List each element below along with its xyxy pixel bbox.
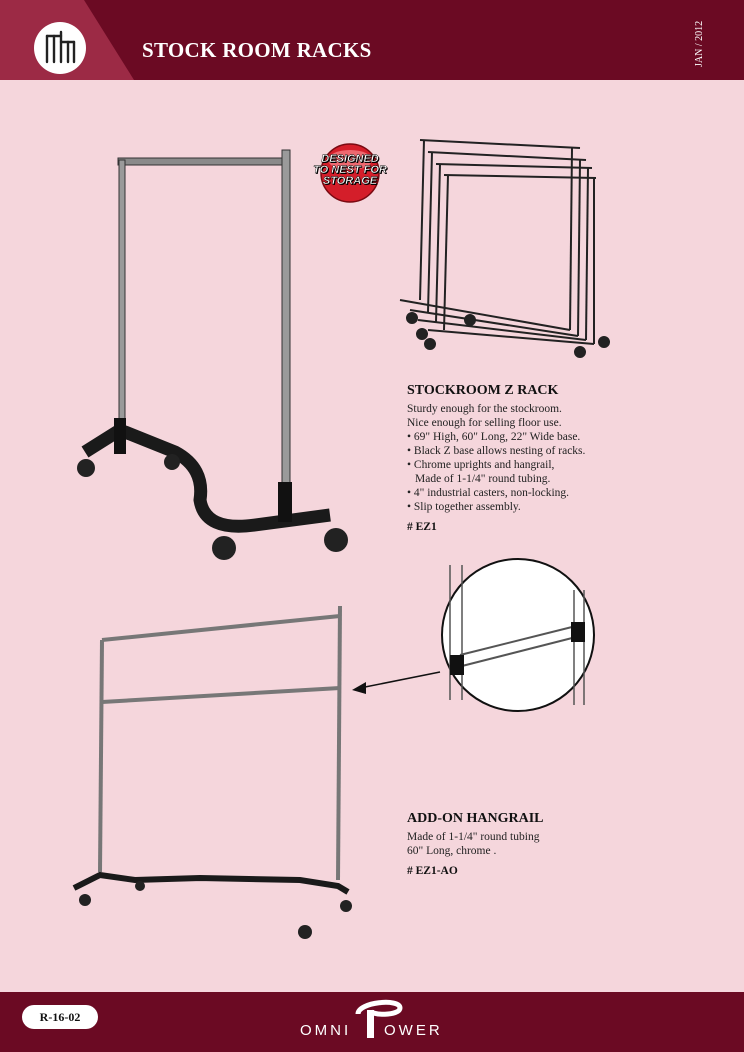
product-ez1-line: • Chrome uprights and hangrail, xyxy=(407,459,555,471)
hangrail-detail-callout xyxy=(352,559,594,711)
badge-line-1: DESIGNED xyxy=(321,153,379,165)
product-ez1-line: Sturdy enough for the stockroom. xyxy=(407,403,562,415)
product-ez1-description xyxy=(407,384,727,534)
product-ez1-line: • 69" High, 60" Long, 22" Wide base. xyxy=(407,431,581,443)
issue-date: JAN / 2012 xyxy=(694,20,705,68)
product-ez1ao-line: 60" Long, chrome . xyxy=(407,845,497,857)
badge-line-3: STORAGE xyxy=(322,175,378,187)
page-code-badge: R-16-02 xyxy=(22,1005,98,1029)
product-ez1-line: Made of 1-1/4" round tubing. xyxy=(415,473,551,485)
brand-name-left: OMNI xyxy=(300,1022,352,1039)
product-ez1-line: • Black Z base allows nesting of racks. xyxy=(407,445,586,457)
nest-storage-badge xyxy=(310,140,390,206)
z-rack-image xyxy=(77,150,348,560)
product-ez1ao-description xyxy=(407,812,707,878)
hangrail-rack-image xyxy=(74,606,352,939)
product-ez1ao-code: # EZ1-AO xyxy=(407,865,458,877)
brand-name-right: OWER xyxy=(384,1022,443,1039)
product-ez1-line: • Slip together assembly. xyxy=(407,501,521,513)
omni-power-logo xyxy=(300,996,450,1046)
product-ez1ao-line: Made of 1-1/4" round tubing xyxy=(407,831,540,843)
product-ez1-line: Nice enough for selling floor use. xyxy=(407,417,562,429)
product-ez1-line: • 4" industrial casters, non-locking. xyxy=(407,487,570,499)
nested-racks-image xyxy=(400,140,609,357)
product-ez1-title: STOCKROOM Z RACK xyxy=(407,383,559,398)
page-title: STOCK ROOM RACKS xyxy=(142,38,372,62)
badge-line-2: TO NEST FOR xyxy=(313,164,387,176)
product-ez1ao-title: ADD-ON HANGRAIL xyxy=(407,811,544,826)
product-ez1-code: # EZ1 xyxy=(407,521,437,533)
